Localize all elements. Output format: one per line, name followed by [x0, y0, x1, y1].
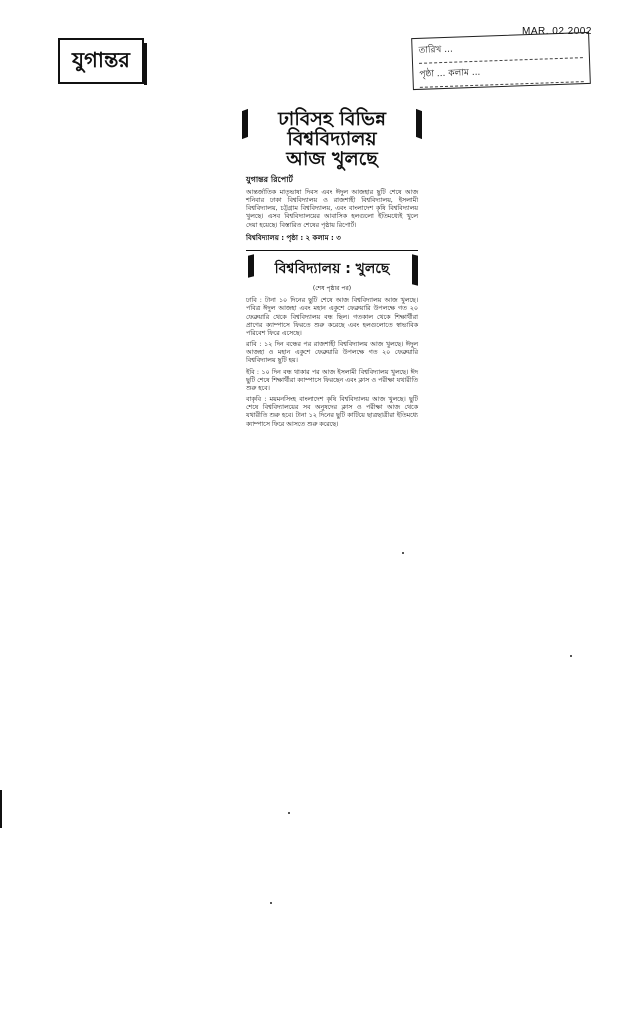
continued-from-tag: (শেষ পৃষ্ঠার পর): [312, 285, 352, 293]
scan-speck: [402, 552, 404, 554]
lead-paragraph: আন্তর্জাতিক মাতৃভাষা দিবস এবং ঈদুল আজহার ছুটি শেষে আজ শনিবার ঢাকা বিশ্ববিদ্যালয় ও রাজশাহী বিশ্ববিদ্যালয়, ইসলামী বিশ্ববিদ্যালয়, চট্টগ্রাম বিশ্ববিদ্যালয়, এবং বাংলাদেশ কৃষি বিশ্ববিদ্যালয় খুলছে। এসব বিশ্ববিদ্যালয়ের আবাসিক হলগুলো ইতিমধ্যেই খুলে দেয়া হয়েছে। বিস্তারিত শেষের পৃষ্ঠায় রিপোর্ট।: [246, 188, 418, 229]
newspaper-masthead: যুগান্তর: [58, 38, 144, 84]
paragraph-rajshahi-university: রাবি : ১২ দিন বন্ধের পর রাজশাহী বিশ্ববিদ্যালয় আজ খুলছে। ঈদুল আজহা ও মহান একুশে ফেব্রুয়ারি উপলক্ষে গত ২০ ফেব্রুয়ারি বিশ্ববিদ্যালয় ছুটি হয়।: [246, 341, 418, 365]
paragraph-islamic-university: ইবি : ১০ দিন বন্ধ থাকার পর আজ ইসলামী বিশ্ববিদ্যালয় খুলছে। ঈদ ছুটি শেষে শিক্ষার্থীরা ক্যাম্পাসে ফিরছেন এবং ক্লাস ও পরীক্ষা যথারীতি শুরু হবে।: [246, 368, 418, 392]
stamp-date-row: তারিখ ...: [418, 37, 583, 64]
headline-line-1: ঢাবিসহ বিভিন্ন: [278, 108, 386, 130]
headline-left-bracket: [242, 109, 248, 139]
scan-speck: [570, 655, 572, 657]
section-divider: [246, 250, 418, 252]
byline: যুগান্তর রিপোর্ট: [246, 174, 293, 184]
headline-line-3: আজ খুলছে: [286, 147, 378, 170]
news-clipping: [246, 110, 418, 432]
filing-stamp: [411, 32, 591, 90]
paragraph-agricultural-university: বাকৃবি : ময়মনসিংহ বাংলাদেশ কৃষি বিশ্ববিদ্যালয় আজ খুলছে। ছুটি শেষে বিশ্ববিদ্যালয়ের সব অনুষদের ক্লাস ও পরীক্ষা আজ থেকে যথারীতি শুরু হবে। টানা ১২ দিনের ছুটি কাটিয়ে ছাত্রছাত্রীরা ইতিমধ্যে ক্যাম্পাসে ফিরে আসতে শুরু করেছে।: [246, 396, 418, 428]
scan-edge-mark: [0, 790, 2, 828]
scan-speck: [288, 812, 290, 814]
continuation-subhead: বিশ্ববিদ্যালয় : খুলছে: [274, 261, 390, 278]
scan-speck: [270, 902, 272, 904]
headline-line-2: বিশ্ববিদ্যালয়: [287, 127, 377, 150]
stamp-page-row: পৃষ্ঠা ... কলাম ...: [419, 61, 584, 88]
date-stamp: MAR. 02 2002: [522, 26, 592, 37]
paragraph-dhaka-university: ঢাবি : টানা ১০ দিনের ছুটি শেষে আজ বিশ্ববিদ্যালয় আজ খুলছে। পবিত্র ঈদুল আজহা এবং মহান একুশে ফেব্রুয়ারি উপলক্ষে গত ২০ ফেব্রুয়ারি থেকে বিশ্ববিদ্যালয় বন্ধ ছিল। গতকাল থেকে শিক্ষার্থীরা প্রাণের ক্যাম্পাসে ফিরতে শুরু করেছে এবং হলগুলোতে স্বাভাবিক পরিবেশ ফিরে এসেছে।: [246, 297, 418, 337]
headline-right-bracket: [416, 109, 422, 139]
continuation-line: বিশ্ববিদ্যালয় : পৃষ্ঠা : ২ কলাম : ৩: [246, 233, 341, 242]
